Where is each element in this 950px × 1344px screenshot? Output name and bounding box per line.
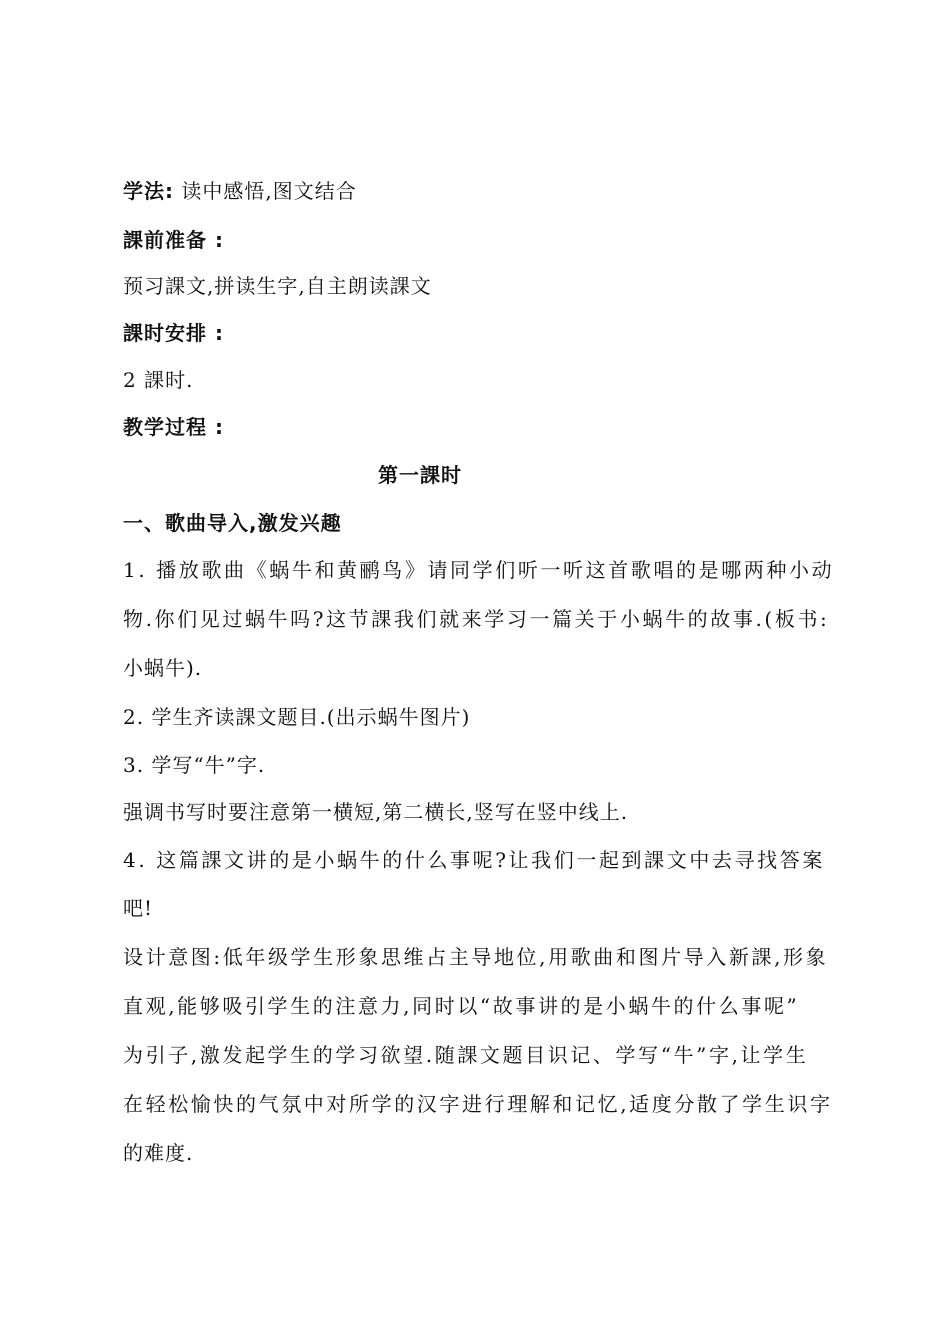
design-intent-line-2: 直观,能够吸引学生的注意力,同时以“故事讲的是小蜗牛的什么事呢”	[123, 994, 800, 1018]
item-4-line-1: 4. 这篇課文讲的是小蜗牛的什么事呢?让我们一起到課文中去寻找答案	[123, 848, 825, 872]
item-3-note: 强调书写时要注意第一横短,第二横长,竖写在竖中线上.	[123, 800, 629, 824]
schedule-content: 2 課时.	[123, 368, 194, 392]
item-3: 3. 学写“牛”字.	[123, 753, 266, 777]
section-1-heading: 一、歌曲导入,激发兴趣	[123, 511, 342, 535]
process-heading: 教学过程 :	[123, 415, 224, 439]
schedule-heading: 課时安排 :	[123, 321, 224, 345]
study-method-value: 读中感悟,图文结合	[174, 179, 357, 203]
study-method-label: 学法:	[123, 179, 174, 203]
item-1-line-2: 物.你们见过蜗牛吗?这节課我们就来学习一篇关于小蜗牛的故事.(板书:	[123, 607, 830, 631]
item-2: 2. 学生齐读課文题目.(出示蜗牛图片)	[123, 705, 471, 729]
lesson-title: 第一課时	[378, 463, 462, 487]
design-intent-line-5: 的难度.	[123, 1141, 194, 1165]
design-intent-line-1: 设计意图:低年级学生形象思维占主导地位,用歌曲和图片导入新課,形象	[123, 945, 829, 969]
preparation-content: 预习課文,拼读生字,自主朗读課文	[123, 274, 432, 298]
design-intent-line-4: 在轻松愉快的气氛中对所学的汉字进行理解和记忆,适度分散了学生识字	[123, 1092, 833, 1116]
study-method-line	[123, 179, 357, 203]
item-1-line-3: 小蜗牛).	[123, 656, 203, 680]
item-1-line-1: 1. 播放歌曲《蜗牛和黄鹂鸟》请同学们听一听这首歌唱的是哪两种小动	[123, 558, 835, 582]
item-4-line-2: 吧!	[123, 896, 154, 920]
preparation-heading: 課前准备 :	[123, 228, 224, 252]
design-intent-line-3: 为引子,激发起学生的学习欲望.随課文题目识记、学写“牛”字,让学生	[123, 1043, 809, 1067]
